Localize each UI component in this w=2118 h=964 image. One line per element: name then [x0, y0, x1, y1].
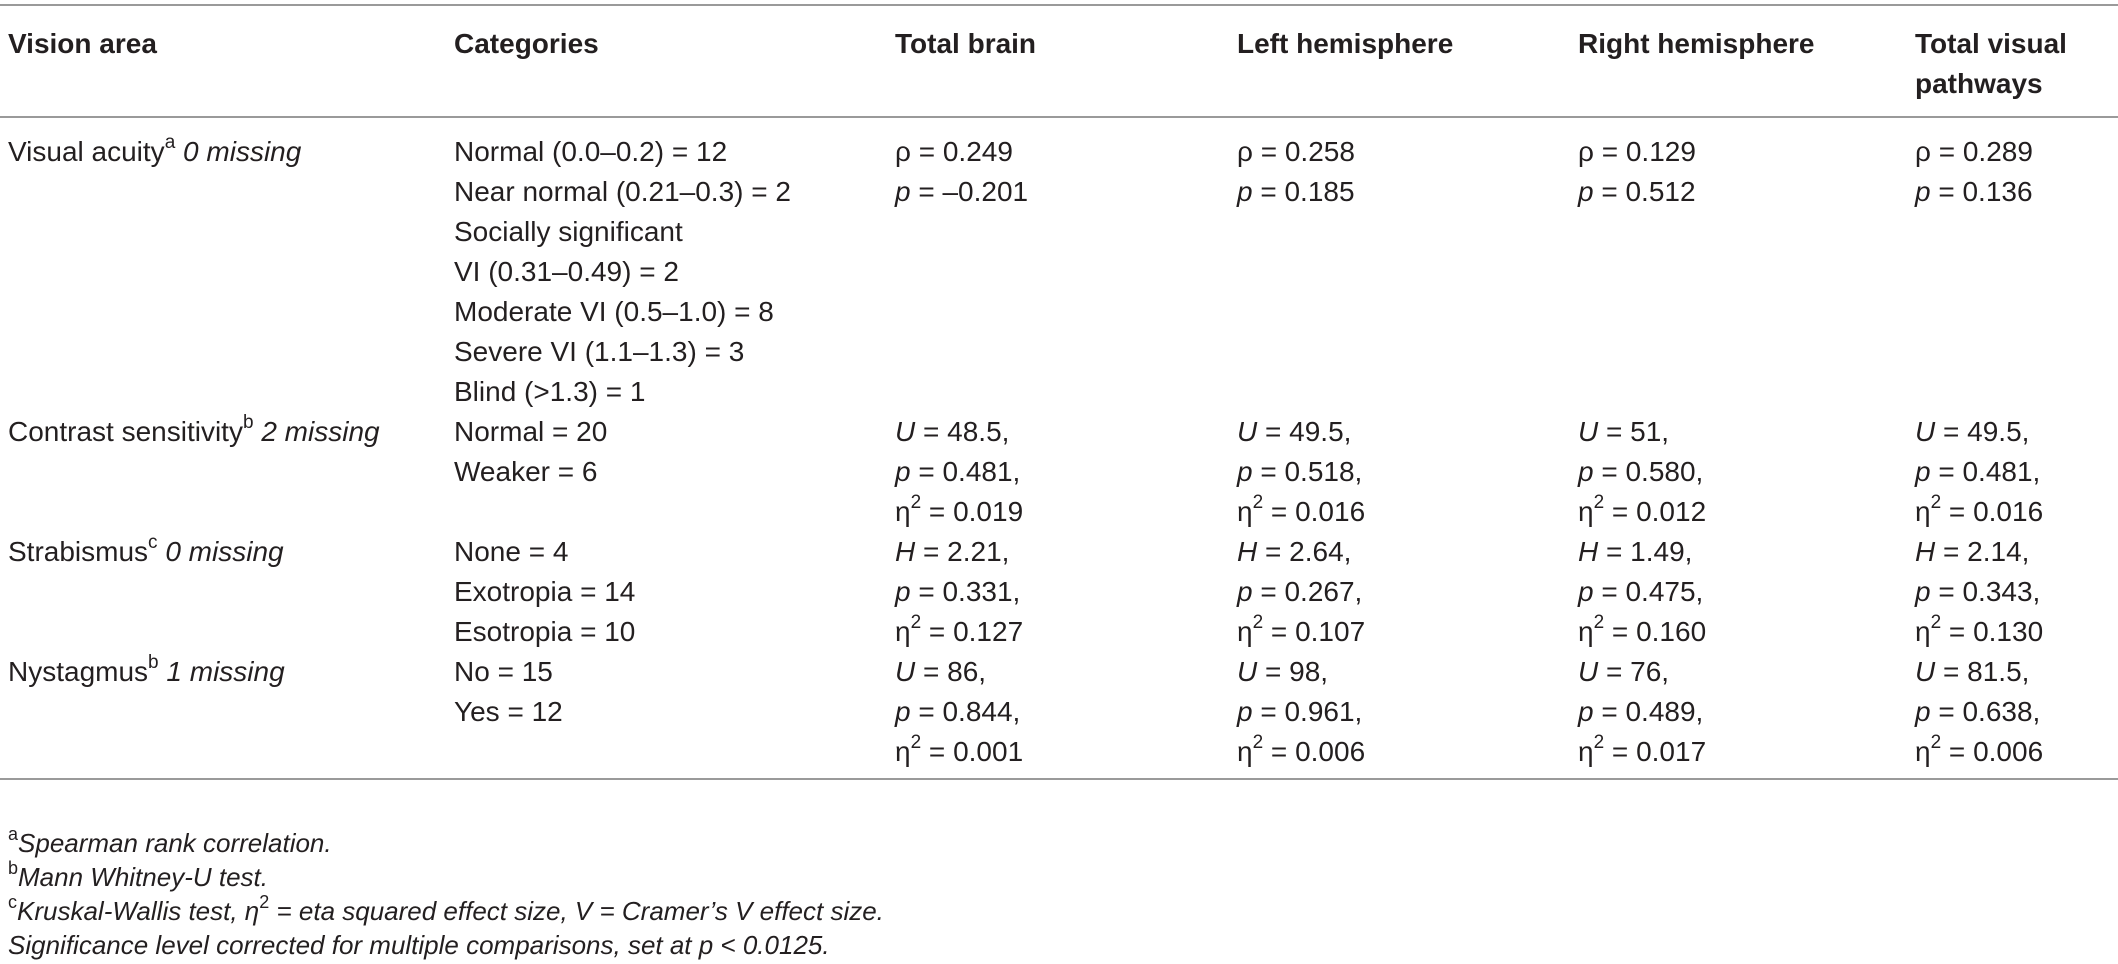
- stat-symbol: p: [1915, 696, 1931, 727]
- stat-symbol: ρ: [1915, 136, 1931, 167]
- stat-value: = 0.961,: [1252, 696, 1363, 727]
- vision-area-cell: [0, 652, 446, 779]
- stat-value: = 0.331,: [910, 576, 1021, 607]
- footnote-text: = eta squared effect size, V = Cramer’s V effect size.: [269, 896, 884, 926]
- stat-symbol: η: [1915, 496, 1931, 527]
- stat-exponent: 2: [1930, 611, 1942, 633]
- stat-value: = 0.129: [1593, 136, 1696, 167]
- header-total-visual-line1: Total visual: [1915, 28, 2067, 59]
- stat-value: = 51,: [1598, 416, 1670, 447]
- stat-line: [1237, 612, 1570, 652]
- stat-value: = 48.5,: [915, 416, 1010, 447]
- stat-value: = 1.49,: [1598, 536, 1693, 567]
- stat-cell-total-brain: [887, 652, 1229, 779]
- stat-symbol: U: [1578, 656, 1599, 687]
- stat-exponent: 2: [1930, 731, 1942, 753]
- stat-value: = 0.016: [1941, 496, 2044, 527]
- stat-line: [895, 732, 1229, 772]
- category-line: Severe VI (1.1–1.3) = 3: [454, 336, 745, 367]
- vision-area-name: Nystagmus: [8, 656, 149, 687]
- stat-line: [895, 132, 1229, 172]
- stat-line: [1237, 692, 1570, 732]
- stat-exponent: 2: [1593, 491, 1605, 513]
- footnote: [8, 894, 884, 928]
- stat-value: = 0.481,: [1930, 456, 2041, 487]
- stat-value: = 76,: [1598, 656, 1670, 687]
- stat-line: [1578, 412, 1907, 452]
- missing-count: 1 missing: [166, 656, 285, 687]
- category-line: Near normal (0.21–0.3) = 2: [454, 176, 791, 207]
- stat-value: = 0.580,: [1593, 456, 1704, 487]
- stat-cell-left: [1229, 652, 1570, 779]
- stat-symbol: p: [1237, 456, 1253, 487]
- vision-area-cell: [0, 412, 446, 532]
- missing-count: 2 missing: [261, 416, 380, 447]
- stat-symbol: p: [1578, 576, 1594, 607]
- stat-symbol: U: [895, 656, 916, 687]
- stat-line: [1578, 172, 1907, 212]
- stat-line: [895, 572, 1229, 612]
- vision-area-cell: [0, 532, 446, 652]
- stat-symbol: η: [895, 496, 911, 527]
- stat-exponent: 2: [910, 491, 922, 513]
- stat-value: = 2.14,: [1935, 536, 2030, 567]
- vision-area-name: Strabismus: [8, 536, 149, 567]
- footnote-marker: a: [8, 824, 19, 845]
- stat-line: [895, 172, 1229, 212]
- category-line: Yes = 12: [454, 696, 563, 727]
- stat-cell-total-brain: [887, 117, 1229, 412]
- stat-value: = 0.518,: [1252, 456, 1363, 487]
- stat-symbol: U: [1237, 416, 1258, 447]
- stat-line: [1578, 612, 1907, 652]
- stat-symbol: p: [1237, 176, 1253, 207]
- stat-line: [1237, 572, 1570, 612]
- stat-symbol: η: [1915, 616, 1931, 647]
- stat-value: = 0.489,: [1593, 696, 1704, 727]
- stat-symbol: ρ: [1578, 136, 1594, 167]
- stat-symbol: U: [895, 416, 916, 447]
- category-line: Normal (0.0–0.2) = 12: [454, 136, 728, 167]
- results-table: [0, 4, 2118, 780]
- stat-line: [1915, 572, 2118, 612]
- stat-symbol: p: [895, 576, 911, 607]
- table-row: [0, 532, 2118, 652]
- stat-symbol: η: [895, 616, 911, 647]
- stat-cell-right: [1570, 652, 1907, 779]
- category-line: Weaker = 6: [454, 456, 598, 487]
- stat-value: = 81.5,: [1935, 656, 2030, 687]
- header-total-visual-line2: pathways: [1915, 68, 2043, 99]
- footnote-marker: b: [242, 411, 254, 433]
- stat-line: [895, 452, 1229, 492]
- stat-symbol: η: [1237, 616, 1253, 647]
- stat-symbol: p: [1915, 176, 1931, 207]
- stat-value: = 0.130: [1941, 616, 2044, 647]
- stat-value: = 2.64,: [1257, 536, 1352, 567]
- footnote-marker: b: [8, 858, 19, 879]
- stat-cell-left: [1229, 117, 1570, 412]
- footnote-text: Mann Whitney-U test.: [18, 862, 268, 892]
- category-line: Moderate VI (0.5–1.0) = 8: [454, 296, 774, 327]
- stat-line: [1915, 452, 2118, 492]
- stat-value: = 0.006: [1941, 736, 2044, 767]
- stat-symbol: p: [1915, 576, 1931, 607]
- category-line: No = 15: [454, 656, 553, 687]
- header-total-visual-pathways: [1907, 5, 2118, 117]
- vision-area-name: Contrast sensitivity: [8, 416, 243, 447]
- stat-line: [1237, 652, 1570, 692]
- footnote-marker: c: [148, 531, 158, 553]
- stat-symbol: U: [1915, 656, 1936, 687]
- stat-value: = 0.127: [921, 616, 1024, 647]
- stat-exponent: 2: [1252, 611, 1264, 633]
- category-line: Socially significant: [454, 216, 683, 247]
- stat-value: = 0.343,: [1930, 576, 2041, 607]
- header-right-hemisphere: Right hemisphere: [1578, 28, 1815, 59]
- stat-cell-total-visual: [1907, 532, 2118, 652]
- stat-symbol: η: [1578, 736, 1594, 767]
- stat-line: [1915, 692, 2118, 732]
- stat-symbol: ρ: [895, 136, 911, 167]
- table-row: [0, 117, 2118, 412]
- stat-value: = 98,: [1257, 656, 1329, 687]
- category-line: VI (0.31–0.49) = 2: [454, 256, 679, 287]
- stat-value: = 0.481,: [910, 456, 1021, 487]
- footnote-marker: c: [8, 892, 17, 913]
- footnote: [8, 826, 884, 860]
- stat-symbol: η: [1915, 736, 1931, 767]
- stat-exponent: 2: [1930, 491, 1942, 513]
- stat-value: = 0.512: [1593, 176, 1696, 207]
- categories-cell: [446, 652, 887, 779]
- stat-symbol: ρ: [1237, 136, 1253, 167]
- stat-line: [1915, 732, 2118, 772]
- stat-line: [1237, 492, 1570, 532]
- category-line: Esotropia = 10: [454, 616, 636, 647]
- stat-value: = 0.001: [921, 736, 1024, 767]
- stat-line: [1237, 452, 1570, 492]
- stat-symbol: η: [895, 736, 911, 767]
- stat-symbol: U: [1237, 656, 1258, 687]
- stat-line: [895, 492, 1229, 532]
- footnote-exponent: 2: [259, 892, 270, 913]
- stat-line: [1578, 452, 1907, 492]
- stat-exponent: 2: [910, 611, 922, 633]
- stat-value: = 0.844,: [910, 696, 1021, 727]
- stat-symbol: U: [1915, 416, 1936, 447]
- stat-symbol: p: [895, 456, 911, 487]
- header-total-brain: Total brain: [895, 28, 1037, 59]
- stat-line: [1915, 532, 2118, 572]
- stat-symbol: η: [1237, 496, 1253, 527]
- stat-symbol: p: [895, 176, 911, 207]
- categories-cell: [446, 532, 887, 652]
- table-body: [0, 117, 2118, 779]
- stat-value: = 0.017: [1604, 736, 1707, 767]
- vision-area-name: Visual acuity: [8, 136, 165, 167]
- category-line: Blind (>1.3) = 1: [454, 376, 646, 407]
- footnote-text: Kruskal-Wallis test, η: [17, 896, 260, 926]
- header-left-hemisphere: Left hemisphere: [1237, 28, 1454, 59]
- stat-line: [1915, 492, 2118, 532]
- footnote-text: Spearman rank correlation.: [18, 828, 332, 858]
- stat-line: [895, 652, 1229, 692]
- categories-cell: [446, 117, 887, 412]
- stat-value: = 0.016: [1263, 496, 1366, 527]
- stat-symbol: p: [1578, 176, 1594, 207]
- footnote: [8, 928, 884, 962]
- stat-symbol: p: [1237, 696, 1253, 727]
- stat-line: [1915, 652, 2118, 692]
- missing-count: 0 missing: [165, 536, 284, 567]
- category-line: None = 4: [454, 536, 569, 567]
- header-categories: Categories: [454, 28, 599, 59]
- stat-line: [1578, 692, 1907, 732]
- table-header-row: [0, 5, 2118, 117]
- stat-symbol: p: [1578, 696, 1594, 727]
- stat-line: [1237, 132, 1570, 172]
- stat-value: = 0.267,: [1252, 576, 1363, 607]
- stat-line: [895, 692, 1229, 732]
- stat-line: [895, 532, 1229, 572]
- header-vision-area: Vision area: [8, 28, 157, 59]
- stat-cell-right: [1570, 117, 1907, 412]
- stat-exponent: 2: [1252, 731, 1264, 753]
- stat-value: = 0.019: [921, 496, 1024, 527]
- footnote: [8, 860, 884, 894]
- stat-line: [895, 612, 1229, 652]
- stat-value: = 0.160: [1604, 616, 1707, 647]
- stat-line: [1915, 172, 2118, 212]
- stat-cell-total-visual: [1907, 412, 2118, 532]
- stat-symbol: H: [1578, 536, 1599, 567]
- table-row: [0, 652, 2118, 779]
- stat-line: [1578, 652, 1907, 692]
- stat-symbol: p: [1915, 456, 1931, 487]
- stat-line: [1237, 412, 1570, 452]
- stat-value: = 0.249: [910, 136, 1013, 167]
- stat-value: = 86,: [915, 656, 987, 687]
- stat-line: [1237, 532, 1570, 572]
- stat-value: = 0.475,: [1593, 576, 1704, 607]
- stat-symbol: p: [895, 696, 911, 727]
- table-footnotes: [8, 826, 884, 962]
- stat-symbol: η: [1578, 616, 1594, 647]
- stat-cell-left: [1229, 532, 1570, 652]
- stat-symbol: η: [1237, 736, 1253, 767]
- stat-cell-total-brain: [887, 412, 1229, 532]
- stat-value: = 0.289: [1930, 136, 2033, 167]
- missing-count: 0 missing: [183, 136, 302, 167]
- stat-line: [895, 412, 1229, 452]
- stat-line: [1915, 612, 2118, 652]
- stat-line: [1237, 732, 1570, 772]
- stat-symbol: p: [1237, 576, 1253, 607]
- stat-value: = 49.5,: [1257, 416, 1352, 447]
- stat-line: [1578, 132, 1907, 172]
- stat-line: [1578, 732, 1907, 772]
- vision-area-cell: [0, 117, 446, 412]
- stat-symbol: H: [1915, 536, 1936, 567]
- stat-symbol: p: [1578, 456, 1594, 487]
- stat-line: [1578, 492, 1907, 532]
- stat-exponent: 2: [1593, 611, 1605, 633]
- stat-symbol: η: [1578, 496, 1594, 527]
- stat-line: [1915, 132, 2118, 172]
- stat-cell-total-brain: [887, 532, 1229, 652]
- stat-cell-total-visual: [1907, 652, 2118, 779]
- stat-line: [1578, 572, 1907, 612]
- stat-cell-left: [1229, 412, 1570, 532]
- categories-cell: [446, 412, 887, 532]
- stat-value: = –0.201: [910, 176, 1029, 207]
- stat-value: = 0.136: [1930, 176, 2033, 207]
- stat-exponent: 2: [910, 731, 922, 753]
- stat-cell-right: [1570, 532, 1907, 652]
- stat-exponent: 2: [1252, 491, 1264, 513]
- category-line: Normal = 20: [454, 416, 608, 447]
- table-row: [0, 412, 2118, 532]
- stat-value: = 0.107: [1263, 616, 1366, 647]
- stat-line: [1237, 172, 1570, 212]
- stat-value: = 0.185: [1252, 176, 1355, 207]
- stat-symbol: H: [895, 536, 916, 567]
- stat-value: = 2.21,: [915, 536, 1010, 567]
- stat-line: [1915, 412, 2118, 452]
- stat-exponent: 2: [1593, 731, 1605, 753]
- stat-line: [1578, 532, 1907, 572]
- footnote-marker: b: [148, 651, 159, 673]
- stat-value: = 0.006: [1263, 736, 1366, 767]
- stat-symbol: H: [1237, 536, 1258, 567]
- stat-cell-total-visual: [1907, 117, 2118, 412]
- stat-value: = 0.638,: [1930, 696, 2041, 727]
- footnote-text: Significance level corrected for multiple comparisons, set at p < 0.0125.: [8, 930, 830, 960]
- category-line: Exotropia = 14: [454, 576, 636, 607]
- stat-value: = 0.258: [1252, 136, 1355, 167]
- stat-symbol: U: [1578, 416, 1599, 447]
- stat-cell-right: [1570, 412, 1907, 532]
- footnote-marker: a: [164, 131, 176, 153]
- stat-value: = 49.5,: [1935, 416, 2030, 447]
- stat-value: = 0.012: [1604, 496, 1707, 527]
